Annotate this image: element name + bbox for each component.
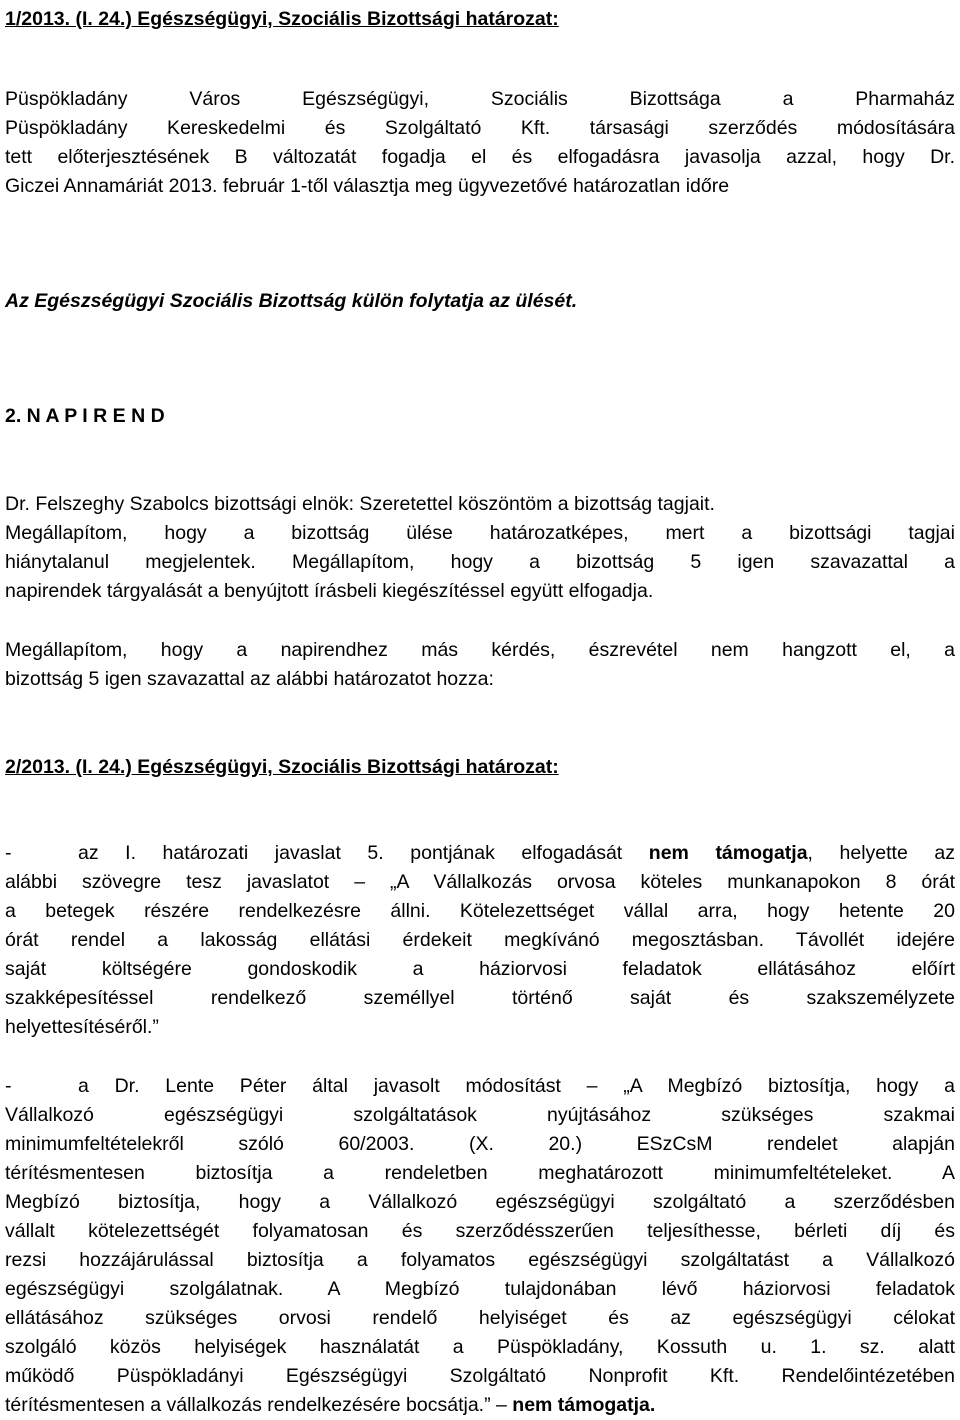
text-line (5, 1391, 955, 1420)
agenda-heading (5, 402, 955, 431)
text-line: a betegek részére rendelkezésre állni. Kötelezettséget vállal arra, hogy hetente 20 (5, 900, 955, 922)
item-emphasis: nem támogatja. (512, 1394, 656, 1416)
speaker-name: Dr. Felszeghy Szabolcs bizottsági elnök: (5, 493, 355, 515)
text-line: helyettesítéséről.” (5, 1016, 159, 1038)
resolution-heading-1 (5, 5, 955, 34)
text-line: hiánytalanul megjelentek. Megállapítom, hogy a bizottság 5 igen szavazattal a (5, 551, 955, 573)
session-note-text: Az Egészségügyi Szociális Bizottság külön folytatja az ülését. (5, 290, 578, 312)
dash-bullet: - (5, 842, 12, 864)
item-text: , helyette az (807, 842, 955, 864)
session-note (5, 287, 955, 316)
text-line: Püspökladány Kereskedelmi és Szolgáltató Kft. társasági szerződés módosítására (5, 117, 955, 139)
text-line: Megállapítom, hogy a napirendhez más kérdés, észrevétel nem hangzott el, a (5, 639, 955, 661)
item-emphasis: nem támogatja (648, 842, 808, 864)
text-line: minimumfeltételekről szóló 60/2003. (X. 20.) ESzCsM rendelet alapján (5, 1133, 955, 1155)
text-line: Püspökladány Város Egészségügyi, Szociális Bizottsága a Pharmaház (5, 88, 955, 110)
agenda-title: 2. N A P I R E N D (5, 405, 165, 427)
text-line: Megbízó biztosítja, hogy a Vállalkozó egészségügyi szolgáltató a szerződésben (5, 1191, 955, 1213)
text-line: saját költségére gondoskodik a háziorvosi feladatok ellátásához előírt (5, 958, 955, 980)
resolution-heading-2 (5, 753, 955, 782)
resolution-item-2 (5, 1072, 955, 1420)
text-line: Vállalkozó egészségügyi szolgáltatások nyújtásához szükséges szakmai (5, 1104, 955, 1126)
text-line: szolgáló közös helyiségek használatát a Püspökladány, Kossuth u. 1. sz. alatt (5, 1336, 955, 1358)
chair-statement (5, 490, 955, 606)
text-line: vállalt kötelezettségét folyamatosan és szerződésszerűen teljesíthesse, bérleti díj és (5, 1220, 955, 1242)
text-line (5, 839, 955, 868)
text-line: tett előterjesztésének B változatát fogadja el és elfogadásra javasolja azzal, hogy Dr. (5, 146, 955, 168)
text-line (5, 490, 955, 519)
resolution-title: 2/2013. (I. 24.) Egészségügyi, Szociális Bizottsági határozat: (5, 756, 559, 778)
text-line: rezsi hozzájárulással biztosítja a folyamatos egészségügyi szolgáltatást a Vállalkozó (5, 1249, 955, 1271)
text-line: működő Püspökladányi Egészségügyi Szolgáltató Nonprofit Kft. Rendelőintézetében (5, 1365, 955, 1387)
text-line: térítésmentesen biztosítja a rendeletben meghatározott minimumfeltételeket. A (5, 1162, 955, 1184)
text-line: szakképesítéssel rendelkező személlyel történő saját és szakszemélyzete (5, 987, 955, 1009)
item-text: térítésmentesen a vállalkozás rendelkezésére bocsátja.” – (5, 1394, 513, 1416)
text-line: ellátásához szükséges orvosi rendelő helyiséget és az egészségügyi célokat (5, 1307, 955, 1329)
dash-bullet: - (5, 1075, 12, 1097)
text-line: bizottság 5 igen szavazattal az alábbi határozatot hozza: (5, 668, 494, 690)
text-line: Giczei Annamáriát 2013. február 1-től választja meg ügyvezetővé határozatlan időre (5, 175, 730, 197)
text-line: Megállapítom, hogy a bizottság ülése határozatképes, mert a bizottsági tagjai (5, 522, 955, 544)
text-line: alábbi szövegre tesz javaslatot – „A Vállalkozás orvosa köteles munkanapokon 8 órát (5, 871, 955, 893)
text-line: napirendek tárgyalását a benyújtott írásbeli kiegészítéssel együtt elfogadja. (5, 580, 654, 602)
text-line (5, 1072, 955, 1101)
resolution-item-1 (5, 839, 955, 1042)
text-line: órát rendel a lakosság ellátási érdekeit megkívánó megosztásban. Távollét idejére (5, 929, 955, 951)
decision-intro (5, 636, 955, 694)
resolution-title: 1/2013. (I. 24.) Egészségügyi, Szociális Bizottsági határozat: (5, 8, 559, 30)
text-line: egészségügyi szolgálatnak. A Megbízó tulajdonában lévő háziorvosi feladatok (5, 1278, 955, 1300)
item-text: a Dr. Lente Péter által javasolt módosítást – „A Megbízó biztosítja, hogy a (78, 1075, 955, 1097)
item-text: az I. határozati javaslat 5. pontjának elfogadását (78, 842, 649, 864)
greeting-text: Szeretettel köszöntöm a bizottság tagjait. (354, 493, 715, 515)
resolution-text-1 (5, 85, 955, 201)
